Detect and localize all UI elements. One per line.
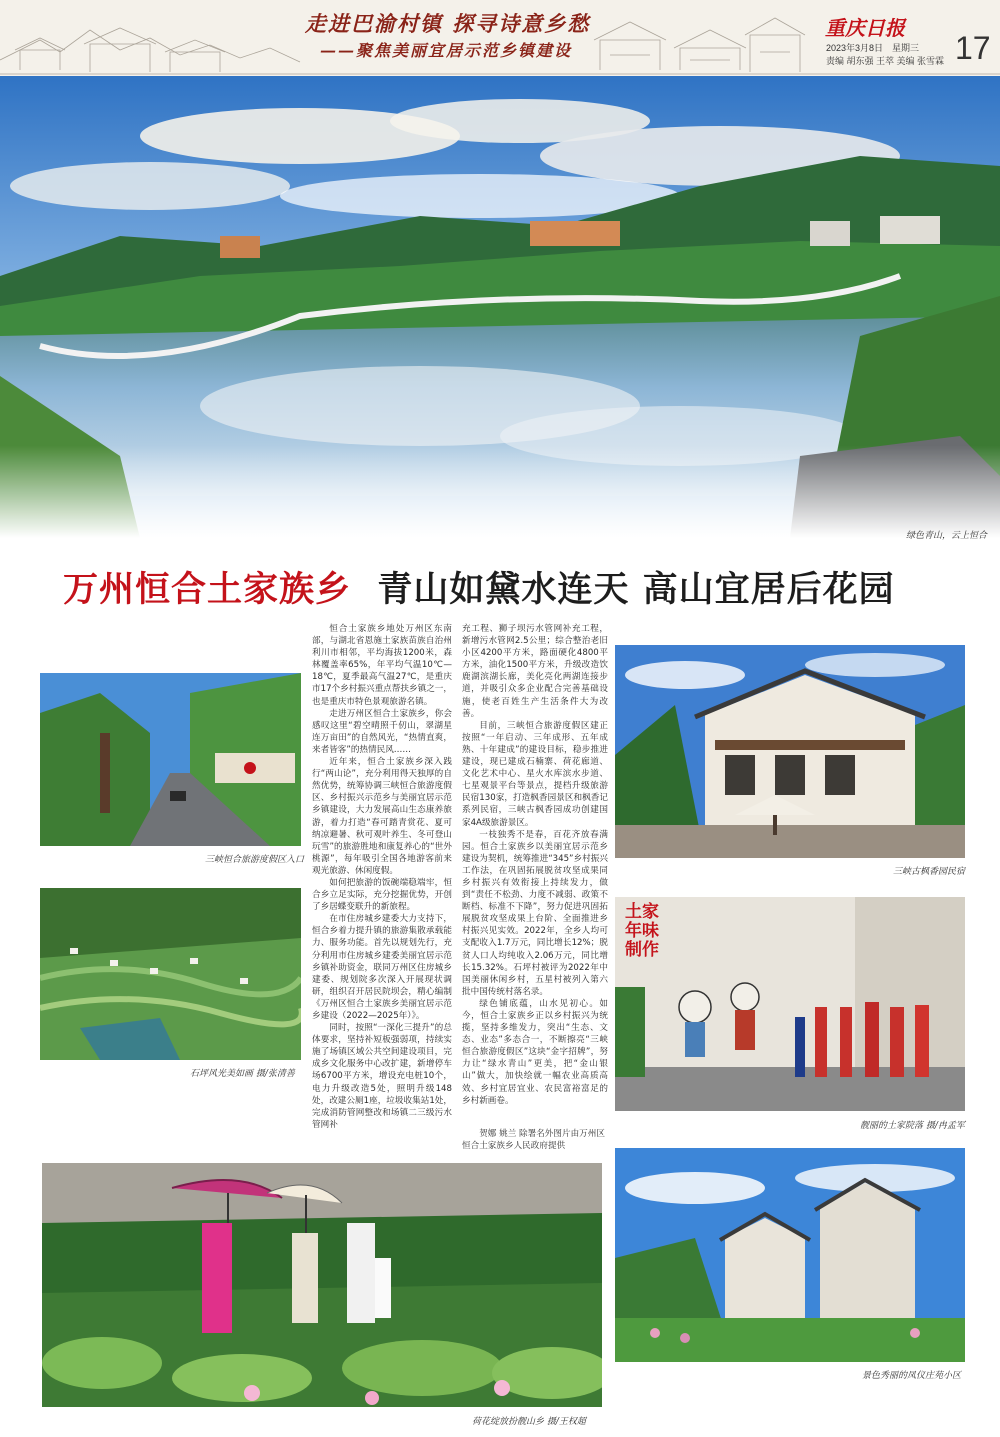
entrance-photo-caption: 三峡恒合旅游度假区入口 bbox=[205, 855, 305, 865]
article-column-2 bbox=[462, 623, 608, 1123]
article-paragraph: 一枝独秀不是春，百花齐放春满园。恒合土家族乡以美丽宜居示范乡建设为契机，统筹推进“345”乡村振兴工作法，在巩固拓展脱贫攻坚成果同乡村振兴有效衔接上持续发力，做到“责任不松劲、力度不减弱、政策不断档、标准不下降”，努力促进巩固拓展脱贫攻坚成果上台阶、全面推进乡村振兴见实效。2022年，全乡人均可支配收入1.7万元，同比增长12%；脱贫人口人均纯收入2.06万元，同比增长15.32%。石坪村被评为2022年中国美丽休闲乡村，五星村被列入第六批中国传统村落名录。 bbox=[462, 829, 608, 997]
headline-location: 万州恒合土家族乡 bbox=[63, 570, 352, 610]
article-column-1 bbox=[312, 623, 452, 1148]
article-paragraph: 充工程、狮子坝污水管网补充工程，新增污水管网2.5公里；综合整治老旧小区4200平方米，路面硬化4800平方米，油化1500平方米，升级改造饮鹿湖滨湖长廊，美化亮化两湖连接步道，并吸引众多企业配合完善基础设施，使老百姓生产生活条件大为改善。 bbox=[462, 624, 608, 719]
residential-photo-caption: 景色秀丽的凤仪庄苑小区 bbox=[862, 1371, 962, 1381]
terrace-photo-caption: 石坪风光美如画 摄/张清善 bbox=[190, 1069, 295, 1079]
hero-lake-photo bbox=[0, 76, 1000, 538]
hero-photo-caption: 绿色青山，云上恒合 bbox=[906, 531, 988, 541]
residential-complex-photo bbox=[615, 1148, 965, 1362]
article-paragraph: 如何把旅游的饭碗端稳端牢，恒合乡立足实际，充分挖掘优势，开创了乡居蝶变联升的新旅程。 bbox=[312, 877, 452, 913]
article-byline: 贺娜 姚兰 除署名外图片由万州区恒合土家族乡人民政府提供 bbox=[462, 1129, 605, 1152]
newspaper-masthead: 重庆日报 bbox=[825, 16, 905, 40]
terrace-landscape-photo bbox=[40, 888, 301, 1060]
article-paragraph: 近年来，恒合土家族乡深入践行“两山论”，充分利用得天独厚的自然优势，统筹协调三峡恒合旅游度假区、乡村振兴示范乡与美丽宜居示范乡镇建设，大力发展高山生态康养旅游，着力打造“春可踏青赏花、夏可纳凉避暑、秋可观叶养生、冬可登山玩雪”的旅游胜地和康复养心的“世外桃源”，每年吸引全国各地游客前来观光旅游、休闲度假。 bbox=[312, 757, 452, 876]
page-number: 17 bbox=[955, 30, 991, 66]
homestay-photo bbox=[615, 645, 965, 858]
article-paragraph: 同时，按照“一深化三提升”的总体要求，坚持补短板强弱项，持续实施了场镇区域公共空间建设项目，完成乡文化服务中心改扩建，新增停车场6700平方米，增设充电桩10个，电力升级改造5处，照明升级148处，改建公厕1座，垃圾收集站1处，完成消防管网整改和场镇二三级污水管网补 bbox=[312, 1023, 452, 1130]
article-paragraph: 恒合土家族乡地处万州区东南部，与湖北省恩施土家族苗族自治州利川市相邻，平均海拔1200米，森林覆盖率65%，年平均气温10℃—18℃，夏季最高气温27℃，是重庆市17个乡村振兴重点帮扶乡镇之一，也是重庆市特色景观旅游名镇。 bbox=[312, 624, 452, 707]
series-kicker-title: 走进巴渝村镇 探寻诗意乡愁 bbox=[305, 11, 591, 36]
headline-title: 青山如黛水连天 高山宜居后花园 bbox=[377, 570, 895, 610]
article-paragraph: 走进万州区恒合土家族乡，你会感叹这里“碧空晴照千仞山，翠湖星连万亩田”的自然风光，“热情直爽，来者皆客”的热情民风…… bbox=[312, 708, 452, 755]
publication-weekday: 星期三 bbox=[892, 43, 920, 53]
article-headline bbox=[63, 562, 973, 612]
homestay-photo-caption: 三峡古枫香园民宿 bbox=[893, 867, 966, 877]
lotus-garden-photo bbox=[42, 1163, 602, 1407]
resort-entrance-photo bbox=[40, 673, 301, 846]
article-paragraph: 目前，三峡恒合旅游度假区建正按照“一年启动、三年成形、五年成熟、十年建成”的建设目标，稳步推进建设，现已建成石楠寨、荷花廊道、文化艺术中心、星火水库滨水步道、七星观景平台等景点，提档升级旅游民宿130家，打造枫香园景区和枫香记系列民宿，三峡古枫香园成功创建国家4A级旅游景区。 bbox=[462, 720, 608, 828]
page-header bbox=[0, 0, 1000, 76]
series-kicker-subtitle: ——聚焦美丽宜居示范乡镇建设 bbox=[320, 41, 573, 60]
courtyard-photo-caption: 靓丽的土家院落 摄/冉孟军 bbox=[860, 1121, 965, 1131]
publication-date: 2023年3月8日 bbox=[826, 43, 884, 53]
editor-credits: 责编 胡东强 王萃 美编 张雪霖 bbox=[826, 56, 945, 66]
lotus-photo-caption: 荷花绽放扮靓山乡 摄/王权超 bbox=[472, 1417, 586, 1427]
article-paragraph: 绿色铺底蕴，山水见初心。如今，恒合土家族乡正以乡村振兴为统揽，坚持多维发力，突出“生态、文态、业态”多态合一，不断擦亮“三峡恒合旅游度假区”这块“金字招牌”，努力让“绿水青山”更美，把“金山银山”做大，加快绘就一幅农业高质高效、乡村宜居宜业、农民富裕富足的乡村新画卷。 bbox=[462, 998, 608, 1106]
courtyard-wall-slogan: 土家年味制作 bbox=[625, 902, 659, 960]
article-paragraph: 在市住房城乡建委大力支持下，恒合乡着力提升镇的旅游集散承载能力、服务功能。首先以规划先行，充分利用市住房城乡建委美丽宜居示范乡镇补助资金，联同万州区住房城乡建委、规划院多次深入开展现状调研，组织召开居民院坝会，精心编制《万州区恒合土家族乡美丽宜居示范乡建设（2022—2025年）》。 bbox=[312, 914, 452, 1021]
tujia-courtyard-photo bbox=[615, 897, 965, 1111]
